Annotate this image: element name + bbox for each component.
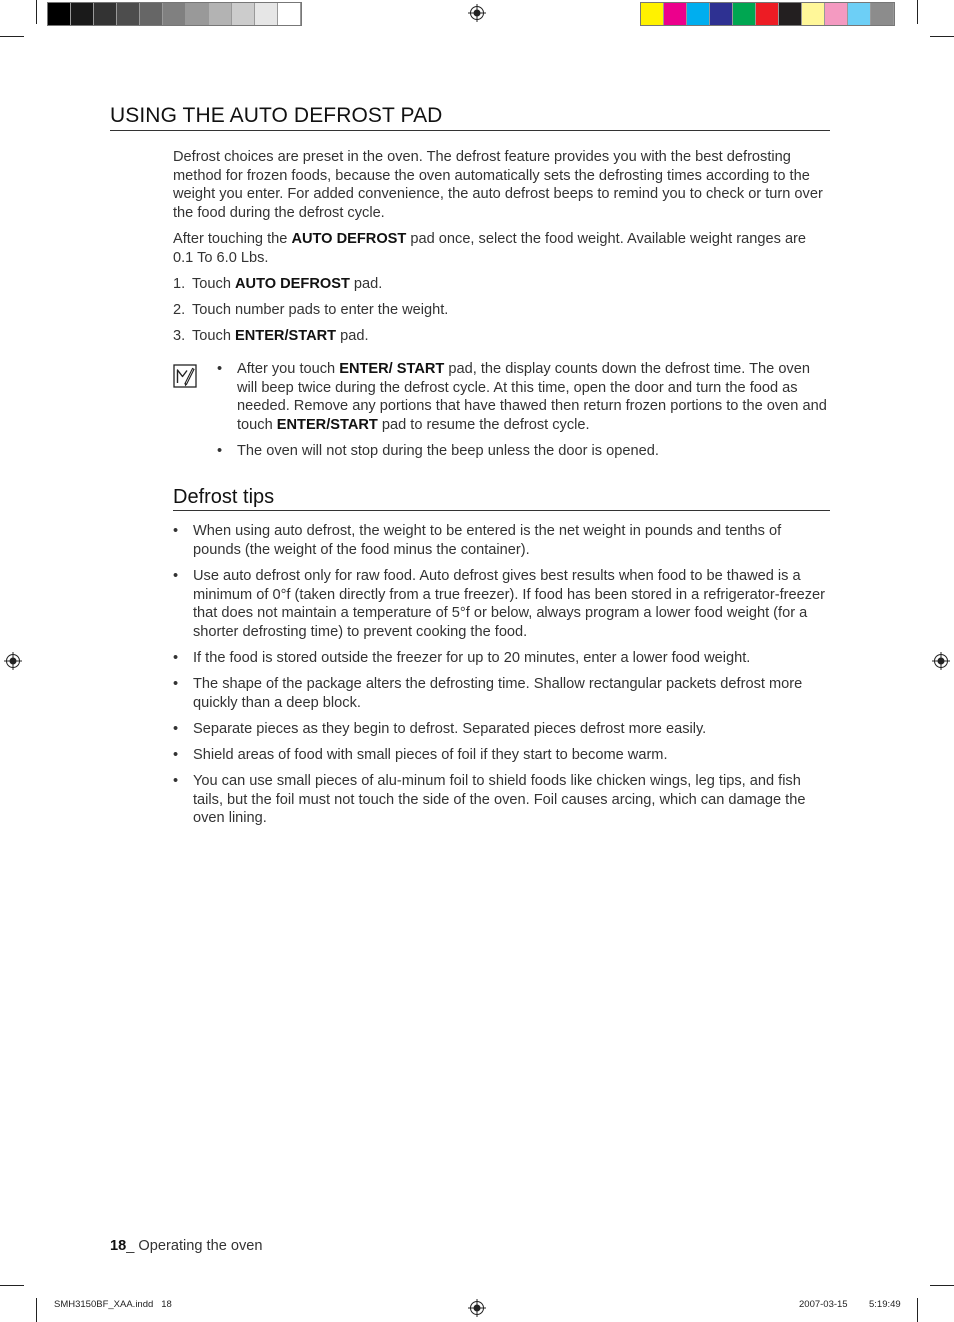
step-text: Touch number pads to enter the weight. xyxy=(192,302,449,318)
list-item: • If the food is stored outside the freezer for up to 20 minutes, enter a lower food weight. xyxy=(173,650,751,666)
step-item xyxy=(173,327,369,346)
color-swatch xyxy=(756,3,779,25)
defrost-tips-heading: Defrost tips xyxy=(173,485,830,511)
note-bullet-text: pad to resume the defrost cycle. xyxy=(377,417,590,434)
crop-mark xyxy=(0,36,24,37)
step-number: 1. xyxy=(173,276,186,292)
enter-start-label: ENTER/START xyxy=(276,417,378,434)
color-swatch xyxy=(779,3,802,25)
step-number: 3. xyxy=(173,328,186,344)
weight-range-suffix: pad once, select the food weight. Available weight ranges are 0.1 To 6.0 Lbs. xyxy=(173,231,807,266)
note-bullet: • After you touch ENTER/ START pad, the display counts down the defrost time. The oven will beep twice during the defrost cycle. At this time, open the door and turn the food as needed. Remove any portions that have thawed then return frozen portions to the oven and touch ENTER/START pad to resume the defrost cycle. xyxy=(217,361,827,434)
tip-text: Separate pieces as they begin to defrost. Separated pieces defrost more easily. xyxy=(193,721,707,737)
color-swatch xyxy=(733,3,756,25)
step-number: 2. xyxy=(173,302,186,318)
tip-text: The shape of the package alters the defrosting time. Shallow rectangular packets defrost more quickly than a deep block. xyxy=(193,676,803,711)
slug-date: 2007-03-15 xyxy=(799,1299,848,1310)
list-item: • Separate pieces as they begin to defrost. Separated pieces defrost more easily. xyxy=(173,721,707,737)
color-swatch xyxy=(94,3,117,25)
page-title: USING THE AUTO DEFROST PAD xyxy=(110,103,830,131)
list-item: • When using auto defrost, the weight to be entered is the net weight in pounds and tenths of pounds (the weight of the food minus the container). xyxy=(173,523,782,558)
process-color-bar xyxy=(640,2,895,26)
color-swatch xyxy=(71,3,94,25)
color-swatch xyxy=(802,3,825,25)
color-swatch xyxy=(163,3,186,25)
registration-mark-icon xyxy=(468,1299,486,1317)
crop-mark xyxy=(930,1285,954,1286)
slug-time: 5:19:49 xyxy=(869,1299,901,1310)
color-swatch xyxy=(186,3,209,25)
note-bullet-text: After you touch xyxy=(237,361,340,377)
color-swatch xyxy=(255,3,278,25)
tip-text: Use auto defrost only for raw food. Auto defrost gives best results when food to be thawed is a minimum of 0°f (taken directly from a true freezer). If food has been stored in a refrigerator-freezer that does not maintain a temperature of 5°f or below, always program a lower food weight (for a shorter defrosting time) to prevent cooking the food. xyxy=(193,568,826,641)
color-swatch xyxy=(48,3,71,25)
grayscale-color-bar xyxy=(47,2,302,26)
step-bold: AUTO DEFROST xyxy=(235,276,350,292)
color-swatch xyxy=(710,3,733,25)
tip-text: When using auto defrost, the weight to be entered is the net weight in pounds and tenths of pounds (the weight of the food minus the container). xyxy=(193,523,782,558)
crop-mark xyxy=(36,0,37,24)
color-swatch xyxy=(232,3,255,25)
tip-text: Shield areas of food with small pieces of foil if they start to become warm. xyxy=(193,747,668,763)
list-item: • Use auto defrost only for raw food. Auto defrost gives best results when food to be thawed is a minimum of 0°f (taken directly from a true freezer). If food has been stored in a refrigerator-freezer that does not maintain a temperature of 5°f or below, always program a lower food weight (for a shorter defrosting time) to prevent cooking the food. xyxy=(173,568,826,641)
list-item: • Shield areas of food with small pieces of foil if they start to become warm. xyxy=(173,747,668,763)
color-swatch xyxy=(687,3,710,25)
weight-range-paragraph xyxy=(173,230,823,267)
color-swatch xyxy=(209,3,232,25)
registration-mark-icon xyxy=(4,652,22,670)
color-swatch xyxy=(278,3,301,25)
auto-defrost-label: AUTO DEFROST xyxy=(291,231,407,247)
slug-filename: SMH3150BF_XAA.indd 18 xyxy=(54,1299,172,1310)
step-text-suffix: pad. xyxy=(349,276,383,292)
color-swatch xyxy=(871,3,894,25)
tip-text: If the food is stored outside the freezer for up to 20 minutes, enter a lower food weight. xyxy=(193,650,751,666)
registration-mark-icon xyxy=(932,652,950,670)
page-number: 18 xyxy=(110,1238,127,1254)
note-bullet-text: The oven will not stop during the beep unless the door is opened. xyxy=(237,443,659,459)
list-item: • You can use small pieces of alu-minum foil to shield foods like chicken wings, leg tips, and fish tails, but the foil must not touch the side of the oven. Foil causes arcing, which can damage the oven lining. xyxy=(173,773,806,827)
color-swatch xyxy=(848,3,871,25)
page-footer xyxy=(110,1238,263,1254)
note-bullet: • The oven will not stop during the beep unless the door is opened. xyxy=(217,443,659,459)
color-swatch xyxy=(664,3,687,25)
note-bullet-text: pad, the display counts down the defrost time. The oven will beep twice during the defrost cycle. At this time, open the door and turn the food as needed. Remove any portions that have thawed then return frozen portions to the oven and touch xyxy=(237,361,827,434)
crop-mark xyxy=(917,0,918,24)
weight-range-prefix: After touching the xyxy=(173,231,292,247)
step-text: Touch xyxy=(192,328,235,344)
color-swatch xyxy=(641,3,664,25)
tip-text: You can use small pieces of alu-minum foil to shield foods like chicken wings, leg tips, and fish tails, but the foil must not touch the side of the oven. Foil causes arcing, which can damage the oven lining. xyxy=(193,773,806,827)
color-swatch xyxy=(140,3,163,25)
color-swatch xyxy=(825,3,848,25)
crop-mark xyxy=(930,36,954,37)
intro-paragraph: Defrost choices are preset in the oven. The defrost feature provides you with the best defrosting method for frozen foods, because the oven automatically sets the defrosting times according to the weight you enter. For added convenience, the auto defrost beeps to remind you to check or turn over the food during the defrost cycle. xyxy=(173,149,823,222)
step-text-suffix: pad. xyxy=(336,328,369,344)
footer-section: _ Operating the oven xyxy=(126,1238,263,1254)
crop-mark xyxy=(0,1285,24,1286)
registration-mark-icon xyxy=(468,4,486,22)
step-text: Touch xyxy=(192,276,235,292)
enter-start-label: ENTER/ START xyxy=(339,361,445,377)
step-bold: ENTER/START xyxy=(235,328,337,344)
crop-mark xyxy=(917,1298,918,1322)
list-item: • The shape of the package alters the defrosting time. Shallow rectangular packets defrost more quickly than a deep block. xyxy=(173,676,803,711)
crop-mark xyxy=(36,1298,37,1322)
step-item xyxy=(173,275,382,294)
step-item xyxy=(173,301,448,320)
note-pencil-icon xyxy=(173,364,197,388)
color-swatch xyxy=(117,3,140,25)
